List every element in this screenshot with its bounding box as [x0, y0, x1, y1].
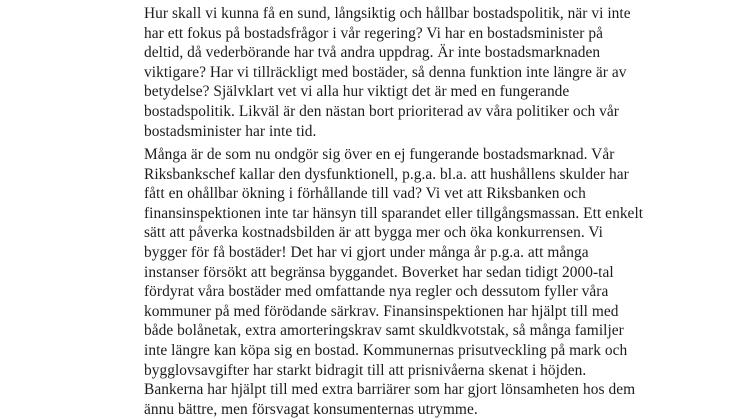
text-line: Många är de som nu ondgör sig över en ej fungerande bostadsmarknad. Vår [144, 146, 615, 163]
text-line: viktigare? Har vi tillräckligt med bostäder, så denna funktion inte längre är av [144, 63, 627, 81]
text-line: betydelse? Självklart vet vi alla hur viktigt det är med en fungerande [144, 83, 570, 101]
paragraph-housing-policy [144, 4, 631, 141]
text-line: Bankerna har hjälpt till med extra barriärer som har gjort lönsamheten hos dem [144, 381, 636, 399]
text-line: fördyrat våra bostäder med omfattande nya regler och dessutom fyller våra [144, 283, 609, 301]
text-line: ännu bättre, men försvagat konsumenternas utrymme. [144, 400, 478, 418]
text-line: fått en ohållbar ökning i förhållande till vad? Vi vet att Riksbanken och [144, 185, 586, 203]
text-line: sätt att påverka kostnadsbilden är att bygga mer och öka konkurrensen. Vi [144, 224, 603, 242]
text-line: kommuner på med förödande särkrav. Finansinspektionen har hjälpt till med [144, 302, 619, 320]
text-line: bygger för få bostäder! Det har vi gjort under många år p.g.a. att många [144, 243, 589, 261]
text-line: Hur skall vi kunna få en sund, långsiktig och hållbar bostadspolitik, när vi inte [144, 5, 631, 22]
text-line: finansinspektionen inte tar hänsyn till sparandet eller tillgångsmassan. Ett enkelt [144, 204, 644, 222]
text-line: deltid, då vederbörande har två andra uppdrag. Är inte bostadsmarknaden [144, 44, 601, 62]
text-line: inte längre kan köpa sig en bostad. Kommunernas prisutveckling på mark och [144, 341, 628, 359]
paragraph-housing-market [144, 145, 644, 419]
text-line: bostadsminister har inte tid. [144, 122, 317, 140]
text-line: bygglovsavgifter har starkt bidragit till att prisnivåerna skenat i höjden. [144, 361, 587, 379]
text-line: både bolånetak, extra amorteringskrav samt skuldkvotstak, så många familjer [144, 322, 624, 340]
text-line: Riksbankschef kallar den dysfunktionell, p.g.a. bl.a. att hushållens skulder har [144, 165, 629, 183]
text-line: instanser försökt att begränsa byggandet. Boverket har sedan tidigt 2000-tal [144, 263, 614, 281]
text-line: har ett fokus på bostadsfrågor i vår regering? Vi har en bostadsminister på [144, 24, 603, 42]
text-line: bostadspolitik. Likväl är den nästan bort prioriterad av våra politiker och vår [144, 102, 619, 120]
